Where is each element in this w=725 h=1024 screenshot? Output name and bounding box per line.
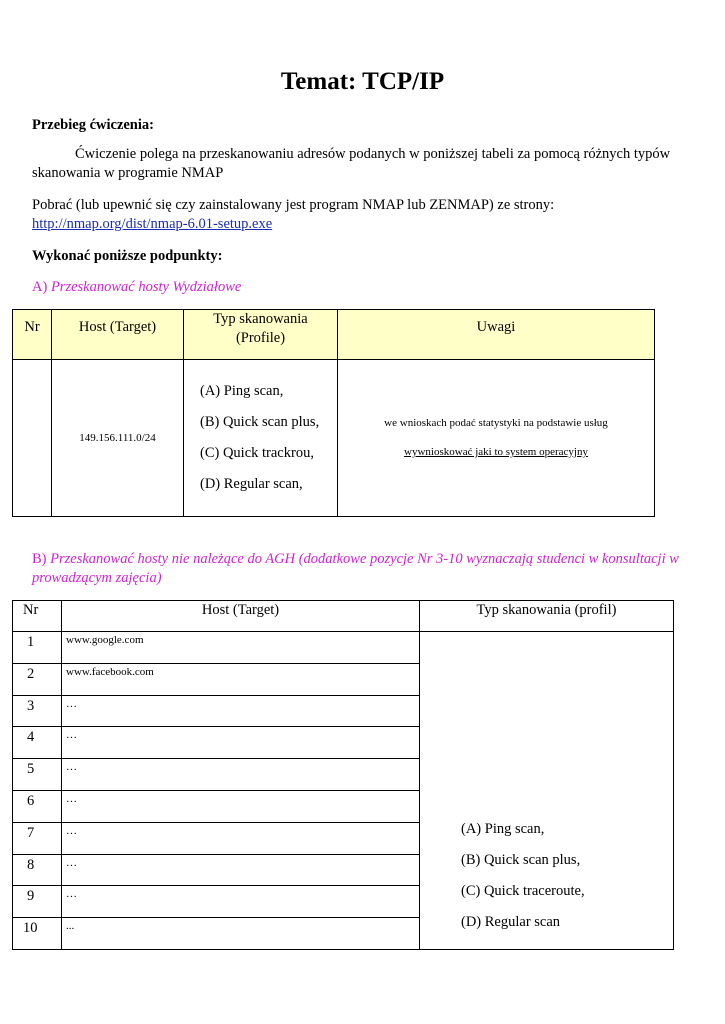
section-b-letter: B) bbox=[32, 551, 47, 567]
table-b-row-3-host: … bbox=[62, 695, 420, 727]
table-a-header-host: Host (Target) bbox=[52, 310, 184, 360]
table-b-row-10-nr: 10 bbox=[13, 918, 62, 950]
table-a-note-line1: we wnioskach podać statystyki na podstawie usług bbox=[384, 417, 608, 429]
table-b-row-1-nr: 1 bbox=[13, 632, 62, 664]
table-b-header-nr: Nr bbox=[13, 601, 62, 632]
section-b-text-line1: Przeskanować hosty nie należące do AGH (dodatkowe pozycje Nr 3-10 wyznaczają studenci w konsultacji w bbox=[50, 551, 679, 567]
table-b-header-scan: Typ skanowania (profil) bbox=[420, 601, 674, 632]
table-b bbox=[12, 600, 674, 950]
table-b-row-5-host: … bbox=[62, 759, 420, 791]
table-a-header-nr: Nr bbox=[13, 310, 52, 360]
table-b-row-9-nr: 9 bbox=[13, 886, 62, 918]
table-b-row-6-host: … bbox=[62, 790, 420, 822]
table-a-note-line2: wywnioskować jaki to system operacyjny bbox=[404, 446, 588, 458]
table-a bbox=[12, 309, 655, 517]
table-a-scan-c: (C) Quick trackrou, bbox=[200, 445, 314, 461]
table-a-header-scan-line1: Typ skanowania bbox=[213, 311, 308, 327]
table-a-scan-d: (D) Regular scan, bbox=[200, 476, 303, 492]
table-b-row-4-nr: 4 bbox=[13, 727, 62, 759]
table-b-row-8-host: … bbox=[62, 854, 420, 886]
table-a-header-notes: Uwagi bbox=[338, 310, 655, 360]
table-b-header-host: Host (Target) bbox=[62, 601, 420, 632]
section-b-heading bbox=[32, 550, 702, 569]
table-b-row-7-nr: 7 bbox=[13, 822, 62, 854]
section-a-text: Przeskanować hosty Wydziałowe bbox=[50, 279, 242, 295]
table-a-host: 149.156.111.0/24 bbox=[52, 360, 184, 517]
table-b-scan-b: (B) Quick scan plus, bbox=[461, 852, 581, 868]
table-b-scan-a: (A) Ping scan, bbox=[461, 821, 545, 837]
table-b-scan-c: (C) Quick traceroute, bbox=[461, 883, 585, 899]
table-b-row-9-host: … bbox=[62, 886, 420, 918]
table-b-row-10-host: ... bbox=[62, 918, 420, 950]
table-b-row-1-host: www.google.com bbox=[62, 632, 420, 664]
tasks-heading: Wykonać poniższe podpunkty: bbox=[32, 248, 223, 264]
table-a-notes bbox=[338, 360, 655, 517]
table-a-scan-a: (A) Ping scan, bbox=[200, 383, 284, 399]
table-b-row-5-nr: 5 bbox=[13, 759, 62, 791]
page-title: Temat: TCP/IP bbox=[280, 68, 445, 95]
table-a-scan-b: (B) Quick scan plus, bbox=[200, 414, 320, 430]
table-b-row-2-host: www.facebook.com bbox=[62, 663, 420, 695]
table-b-row-7-host: … bbox=[62, 822, 420, 854]
table-b-scan-d: (D) Regular scan bbox=[461, 914, 561, 930]
section-a-heading bbox=[32, 278, 241, 297]
intro-line-2: skanowania w programie NMAP bbox=[32, 165, 224, 181]
download-text: Pobrać (lub upewnić się czy zainstalowany jest program NMAP lub ZENMAP) ze strony: bbox=[32, 197, 555, 213]
section-b-text-line2: prowadzącym zajęcia) bbox=[32, 570, 162, 586]
table-b-row-6-nr: 6 bbox=[13, 790, 62, 822]
intro-line-1: Ćwiczenie polega na przeskanowaniu adresów podanych w poniższej tabeli za pomocą różnych typów bbox=[75, 146, 671, 162]
download-link[interactable]: http://nmap.org/dist/nmap-6.01-setup.exe bbox=[32, 216, 273, 232]
table-a-scan-list bbox=[184, 360, 338, 517]
table-a-header-scan bbox=[184, 310, 338, 360]
table-b-row-3-nr: 3 bbox=[13, 695, 62, 727]
table-b-scan-list bbox=[420, 632, 674, 950]
przebieg-heading: Przebieg ćwiczenia: bbox=[32, 117, 154, 133]
table-a-header-scan-line2: (Profile) bbox=[235, 330, 286, 346]
table-b-row-2-nr: 2 bbox=[13, 663, 62, 695]
section-a-letter: A) bbox=[32, 279, 48, 295]
table-a-nr-cell bbox=[13, 360, 52, 517]
table-b-row-8-nr: 8 bbox=[13, 854, 62, 886]
table-b-row-4-host: … bbox=[62, 727, 420, 759]
